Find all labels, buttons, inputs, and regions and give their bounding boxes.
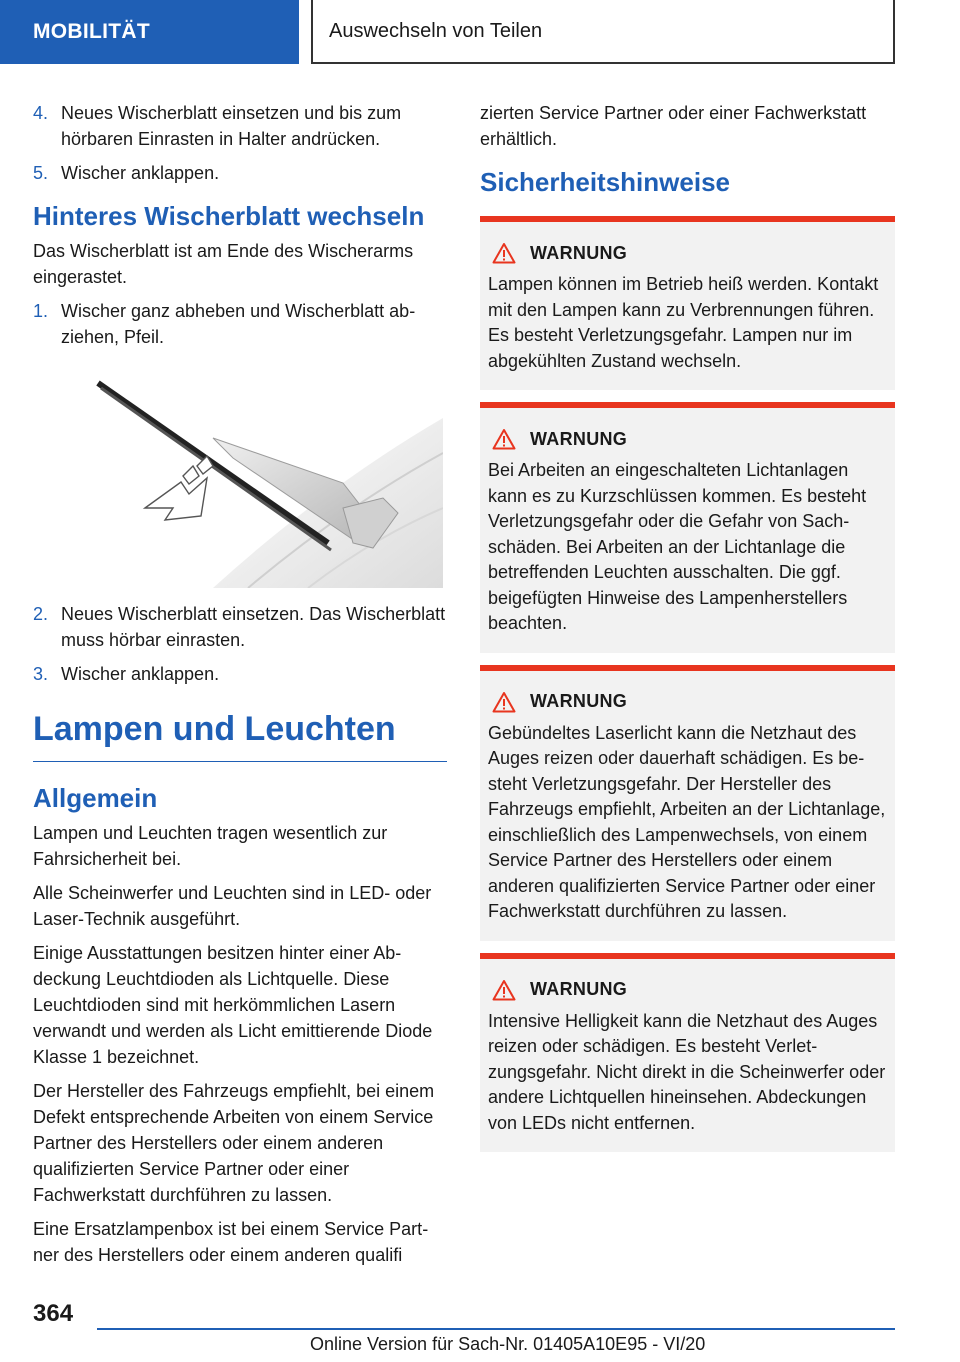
warning-title: WARNUNG bbox=[530, 691, 628, 711]
warning-triangle-icon bbox=[492, 691, 516, 713]
chapter-title: Auswechseln von Teilen bbox=[329, 19, 543, 42]
warning-triangle-icon bbox=[492, 428, 516, 450]
wiper-blade-illustration bbox=[73, 378, 443, 588]
paragraph: Der Hersteller des Fahrzeugs empfiehlt, bei einem Defekt entsprechende Arbeiten von einem Service Partner des Herstellers oder einem anderen qualifizierten Service Partner oder einer Fachwerkstatt durchführen zu lassen. bbox=[33, 1081, 435, 1205]
warning-text: Bei Arbeiten an eingeschalteten Lichtanlagen kann es zu Kurzschlüssen kommen. Es besteht Verletzungsgefahr oder die Gefahr von Sachschäden. Bei Arbeiten an der Lichtanlage die betreffenden Leuchten ausschalten. Die ggf. beigefügten Hinweise des Lampenherstellers beachten. bbox=[488, 460, 867, 633]
paragraph: Lampen und Leuchten tragen wesentlich zur Fahrsicherheit bei. bbox=[33, 823, 388, 869]
header-chapter bbox=[311, 0, 895, 64]
header-section bbox=[0, 0, 299, 64]
warning-text: Gebündeltes Laserlicht kann die Netzhaut des Auges reizen oder dauerhaft schädigen. Es besteht Verletzungsgefahr. Der Hersteller des Fahrzeugs empfiehlt, Arbeiten an der Lichtanlage, einschließlich des Lampenwechsels, von einem Service Partner des Herstellers oder einem anderen qualifizierten Service Partner oder einer Fachwerkstatt durchführen zu lassen. bbox=[488, 722, 886, 921]
warning-box bbox=[480, 665, 895, 941]
lamps-heading: Lampen und Leuchten bbox=[33, 709, 447, 762]
continuation-text: zierten Service Partner oder einer Fachwerkstatt erhältlich. bbox=[480, 103, 867, 149]
paragraph: Einige Ausstattungen besitzen hinter einer Abdeckung Leuchtdioden als Lichtquelle. Diese Leuchtdioden sind mit herkömmlichen Lasern verwandt und werden als Licht emittierende Diode Klasse 1 bezeichnet. bbox=[33, 943, 433, 1067]
step-item: 4. Neues Wischerblatt einsetzen und bis zum hörbaren Einrasten in Halter andrücken. bbox=[33, 103, 402, 149]
rear-wiper-heading: Hinteres Wischerblatt wechseln bbox=[33, 201, 425, 231]
left-column bbox=[33, 100, 447, 1276]
warning-triangle-icon bbox=[492, 979, 516, 1001]
general-heading: Allgemein bbox=[33, 783, 158, 813]
warning-triangle-icon bbox=[492, 242, 516, 264]
warning-text: Lampen können im Betrieb heiß werden. Kontakt mit den Lampen kann zu Verbrennungen führen. Es besteht Verletzungsgefahr. Lampen nur im abgekühlten Zustand wechseln. bbox=[488, 274, 879, 371]
section-title: MOBILITÄT bbox=[33, 20, 151, 43]
right-column bbox=[480, 100, 895, 1164]
paragraph: Eine Ersatzlampenbox ist bei einem Service Partner des Herstellers oder einem anderen qualifi bbox=[33, 1219, 429, 1265]
page-number: 364 bbox=[33, 1300, 74, 1327]
paragraph: Alle Scheinwerfer und Leuchten sind in LED- oder Laser-Technik ausgeführt. bbox=[33, 883, 432, 929]
online-version-note: Online Version für Sach-Nr. 01405A10E95 - VI/20 bbox=[310, 1334, 706, 1354]
warning-text: Intensive Helligkeit kann die Netzhaut des Auges reizen oder schädigen. Es besteht Verletzungsgefahr. Nicht direkt in die Scheinwerfer oder andere Lichtquellen hineinsehen. Abdeckungen von LEDs nicht entfernen. bbox=[488, 1010, 886, 1133]
warning-title: WARNUNG bbox=[530, 242, 628, 263]
safety-heading: Sicherheitshinweise bbox=[480, 167, 730, 197]
warning-box bbox=[480, 216, 895, 390]
warning-title: WARNUNG bbox=[530, 428, 628, 449]
step-item: 3. Wischer anklappen. bbox=[33, 664, 220, 684]
footer-divider bbox=[97, 1328, 895, 1330]
step-item: 5. Wischer anklappen. bbox=[33, 163, 220, 183]
warning-box bbox=[480, 953, 895, 1153]
warning-title: WARNUNG bbox=[530, 979, 628, 999]
rear-wiper-intro: Das Wischerblatt ist am Ende des Wischerarms eingerastet. bbox=[33, 241, 414, 287]
step-item: 1. Wischer ganz abheben und Wischerblatt abziehen, Pfeil. bbox=[33, 301, 416, 347]
step-item: 2. Neues Wischerblatt einsetzen. Das Wischerblatt muss hörbar einrasten. bbox=[33, 604, 446, 650]
warning-box bbox=[480, 402, 895, 653]
